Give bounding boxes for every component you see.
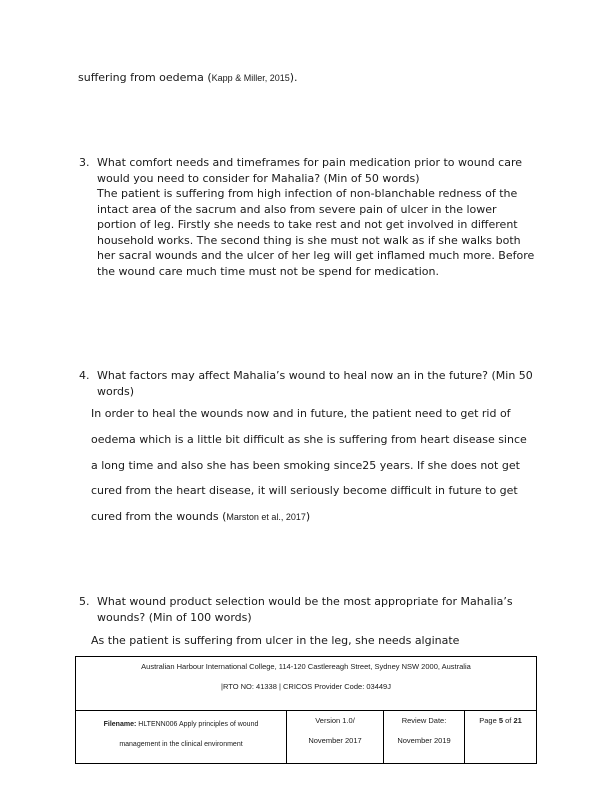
page-of: of: [503, 716, 514, 725]
question-text: What wound product selection would be the most appropriate for Mahalia’s: [97, 595, 513, 608]
question-text: wounds? (Min of 100 words): [97, 610, 252, 624]
question-5: [79, 594, 539, 625]
answer-line: The patient is suffering from high infection of non-blanchable redness of the: [97, 187, 518, 200]
footer-table: [75, 656, 537, 764]
answer-line: In order to heal the wounds now and in future, the patient need to get rid of: [91, 407, 511, 420]
intro-tail: ).: [289, 71, 298, 84]
intro-line: [78, 70, 298, 86]
review-date: November 2019: [397, 736, 451, 745]
filename-value-line2: management in the clinical environment: [119, 741, 243, 748]
answer-text: cured from the wounds (: [91, 510, 227, 524]
question-text: What comfort needs and timeframes for pain medication prior to wound care: [97, 156, 523, 169]
footer-review-cell: [384, 711, 465, 764]
intro-citation: Kapp & Miller, 2015: [211, 73, 290, 83]
question-3: [79, 155, 539, 279]
answer-citation: Marston et al., 2017: [226, 512, 306, 523]
answer-line: intact area of the sacrum and also from severe pain of ulcer in the lower: [97, 202, 497, 216]
page-number: [465, 711, 536, 731]
answer-line: portion of leg. Firstly she needs to take rest and not get involved in different: [97, 218, 518, 231]
intro-text: suffering from oedema (: [78, 71, 212, 84]
footer-filename: [76, 711, 286, 735]
answer-line: [91, 504, 541, 531]
filename-label: Filename:: [103, 721, 137, 728]
filename-value: HLTENN006 Apply principles of wound: [136, 721, 259, 728]
question-text: What factors may affect Mahalia’s wound to heal now an in the future? (Min 50: [97, 369, 533, 382]
answer-line: a long time and also she has been smoking since25 years. If she does not get: [91, 458, 520, 472]
footer-rto: |RTO NO: 41338 | CRICOS Provider Code: 03449J: [221, 682, 391, 691]
version-date: November 2017: [308, 736, 362, 745]
answer-5: As the patient is suffering from ulcer in the leg, she needs alginate: [91, 634, 460, 647]
question-4: [79, 368, 539, 399]
question-number: 3.: [79, 156, 90, 169]
footer-filename-cell: [76, 711, 287, 764]
footer-version-cell: [287, 711, 384, 764]
question-text: would you need to consider for Mahalia? (Min of 50 words): [97, 171, 420, 185]
question-number: 4.: [79, 369, 90, 382]
review-label: Review Date:: [401, 716, 447, 725]
question-text: words): [97, 384, 135, 398]
page-total: 21: [513, 716, 522, 725]
question-number: 5.: [79, 595, 90, 608]
answer-3: [79, 186, 539, 279]
answer-line: oedema which is a little bit difficult as she is suffering from heart disease since: [91, 432, 527, 446]
answer-line: her sacral wounds and the ulcer of her leg will get inflamed much more. Before: [97, 249, 535, 262]
footer-address-cell: [76, 657, 537, 711]
answer-4: [91, 401, 541, 531]
answer-line: cured from the heart disease, it will seriously become difficult in future to get: [91, 484, 518, 498]
answer-tail: ): [305, 510, 311, 524]
footer-page-cell: [465, 711, 537, 764]
answer-line: the wound care much time must not be spend for medication.: [97, 264, 439, 278]
answer-line: household works. The second thing is she must not walk as if she walks both: [97, 233, 521, 247]
version-label: Version 1.0/: [315, 716, 355, 725]
page-prefix: Page: [479, 716, 499, 725]
page-current: 5: [498, 716, 503, 725]
footer-address: Australian Harbour International College, 114-120 Castlereagh Street, Sydney NSW 2000, Australia: [141, 662, 471, 671]
